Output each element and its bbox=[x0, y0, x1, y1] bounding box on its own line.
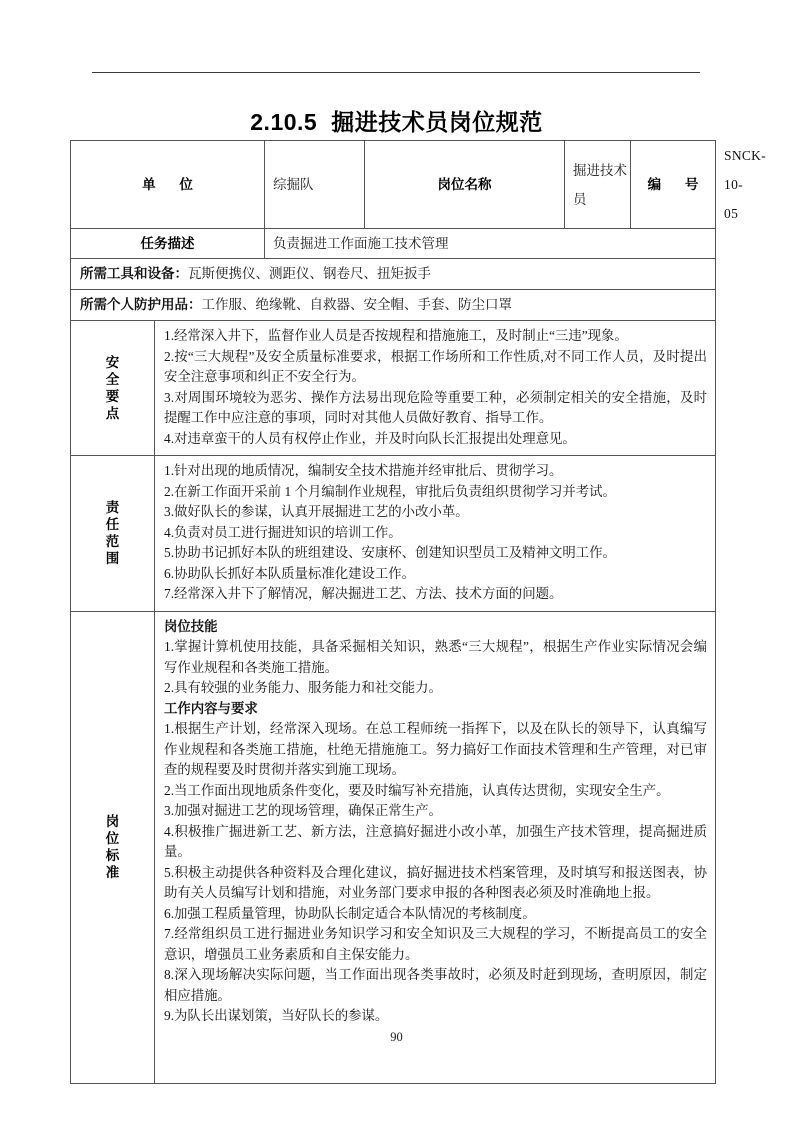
position-label-cell bbox=[365, 141, 565, 229]
skills-item: 1.掌握计算机使用技能，具备采掘相关知识，熟悉“三大规程”，根据生产作业实际情况会编写作业规程和各类施工措施。 bbox=[164, 639, 708, 675]
safety-item: 3.对周围环境较为恶劣、操作方法易出现危险等重要工种，必须制定相关的安全措施，及时提醒工作中应注意的事项，同时对其他人员做好教育、指导工作。 bbox=[164, 389, 708, 425]
responsibility-label: 责任范围 bbox=[105, 499, 120, 566]
title-number: 2.10.5 bbox=[250, 109, 318, 135]
responsibility-item: 5.协助书记抓好本队的班组建设、安康杯、创建知识型员工及精神文明工作。 bbox=[164, 545, 616, 560]
skills-heading: 岗位技能 bbox=[164, 618, 218, 634]
table-row-tools bbox=[71, 259, 716, 290]
position-label: 岗位名称 bbox=[437, 177, 492, 192]
table-row-responsibility bbox=[71, 456, 716, 612]
responsibility-item: 2.在新工作面开采前 1 个月编制作业规程，审批后负责组织贯彻学习并考试。 bbox=[164, 483, 616, 499]
responsibility-item: 3.做好队长的参谋，认真开展掘进工艺的小改小革。 bbox=[164, 504, 469, 519]
task-label: 任务描述 bbox=[140, 236, 195, 251]
table-row-task bbox=[71, 229, 716, 259]
task-value-cell: 负责掘进工作面施工技术管理 bbox=[265, 229, 716, 259]
tools-value: 瓦斯便携仪、测距仪、钢卷尺、扭矩扳手 bbox=[188, 266, 431, 281]
duties-item: 2.当工作面出现地质条件变化，要及时编写补充措施，认真传达贯彻，实现安全生产。 bbox=[164, 782, 670, 798]
responsibility-label-cell bbox=[71, 456, 155, 612]
position-value-cell: 掘进技术员 bbox=[565, 141, 631, 229]
duties-heading: 工作内容与要求 bbox=[164, 700, 258, 716]
duties-item: 7.经常组织员工进行掘进业务知识学习和安全知识及三大规程的学习，不断提高员工的安全意识，增强员工业务素质和自主保安能力。 bbox=[164, 926, 708, 962]
unit-label-cell bbox=[71, 141, 265, 229]
table-row-safety bbox=[71, 321, 716, 456]
responsibility-item: 4.负责对员工进行掘进知识的培训工作。 bbox=[164, 524, 402, 540]
ppe-label: 所需个人防护用品： bbox=[80, 297, 202, 312]
safety-label: 安全要点 bbox=[105, 354, 120, 421]
responsibility-content-cell bbox=[155, 456, 716, 612]
safety-item: 2.按“三大规程”及安全质量标准要求，根据工作场所和工作性质,对不同工作人员，及时提出安全注意事项和纠正不安全行为。 bbox=[164, 348, 708, 384]
table-row-header: 单 位 综掘队 岗位名称 掘进技术员 编 号 SNCK-10-05 bbox=[71, 141, 716, 229]
duties-item: 4.积极推广掘进新工艺、新方法，注意搞好掘进小改小革，加强生产技术管理，提高掘进质量。 bbox=[164, 823, 708, 859]
responsibility-item: 7.经常深入井下了解情况，解决掘进工艺、方法、技术方面的问题。 bbox=[164, 586, 563, 601]
standards-label: 岗位标准 bbox=[105, 813, 120, 880]
responsibility-item: 1.针对出现的地质情况，编制安全技术措施并经审批后、贯彻学习。 bbox=[164, 463, 563, 478]
page-number: 90 bbox=[390, 1030, 403, 1044]
page-title bbox=[0, 104, 793, 137]
ppe-cell bbox=[71, 290, 716, 321]
tools-label: 所需工具和设备： bbox=[80, 266, 188, 281]
unit-label: 单 位 bbox=[142, 177, 203, 192]
code-label: 编 号 bbox=[647, 177, 709, 192]
table-row-standards bbox=[71, 611, 716, 1083]
skills-item: 2.具有较强的业务能力、服务能力和社交能力。 bbox=[164, 680, 442, 695]
duties-item: 8.深入现场解决实际问题，当工作面出现各类事故时，必须及时赶到现场，查明原因，制定相应措施。 bbox=[164, 967, 708, 1003]
code-label-cell bbox=[631, 141, 716, 229]
safety-label-cell bbox=[71, 321, 155, 456]
title-text: 掘进技术员岗位规范 bbox=[331, 109, 543, 135]
standards-label-cell bbox=[71, 611, 155, 1083]
header-rule bbox=[92, 72, 700, 73]
position-spec-table bbox=[70, 140, 767, 1084]
unit-value-cell: 综掘队 bbox=[265, 141, 365, 229]
duties-item: 5.积极主动提供各种资料及合理化建议，搞好掘进技术档案管理，及时填写和报送图表，协助有关人员编写计划和措施，对业务部门要求申报的各种图表必须及时准确地上报。 bbox=[164, 864, 708, 900]
safety-item: 4.对违章蛮干的人员有权停止作业，并及时向队长汇报提出处理意见。 bbox=[164, 430, 576, 446]
standards-content-cell bbox=[155, 611, 716, 1083]
safety-item: 1.经常深入井下，监督作业人员是否按规程和措施施工，及时制止“三违”现象。 bbox=[164, 328, 628, 343]
tools-cell bbox=[71, 259, 716, 290]
duties-item: 1.根据生产计划，经常深入现场。在总工程师统一指挥下，以及在队长的领导下，认真编写作业规程和各类施工措施，杜绝无措施施工。努力搞好工作面技术管理和生产管理，对已审查的规程要及时贯彻并落实到施工现场。 bbox=[164, 721, 708, 777]
task-label-cell bbox=[71, 229, 265, 259]
duties-item: 6.加强工程质量管理，协助队长制定适合本队情况的考核制度。 bbox=[164, 905, 536, 921]
responsibility-item: 6.协助队长抓好本队质量标准化建设工作。 bbox=[164, 565, 416, 581]
ppe-value: 工作服、绝缘靴、自救器、安全帽、手套、防尘口罩 bbox=[201, 297, 512, 312]
table-row-ppe bbox=[71, 290, 716, 321]
duties-item: 3.加强对掘进工艺的现场管理，确保正常生产。 bbox=[164, 803, 442, 818]
duties-item: 9.为队长出谋划策，当好队长的参谋。 bbox=[164, 1008, 389, 1023]
safety-content-cell bbox=[155, 321, 716, 456]
